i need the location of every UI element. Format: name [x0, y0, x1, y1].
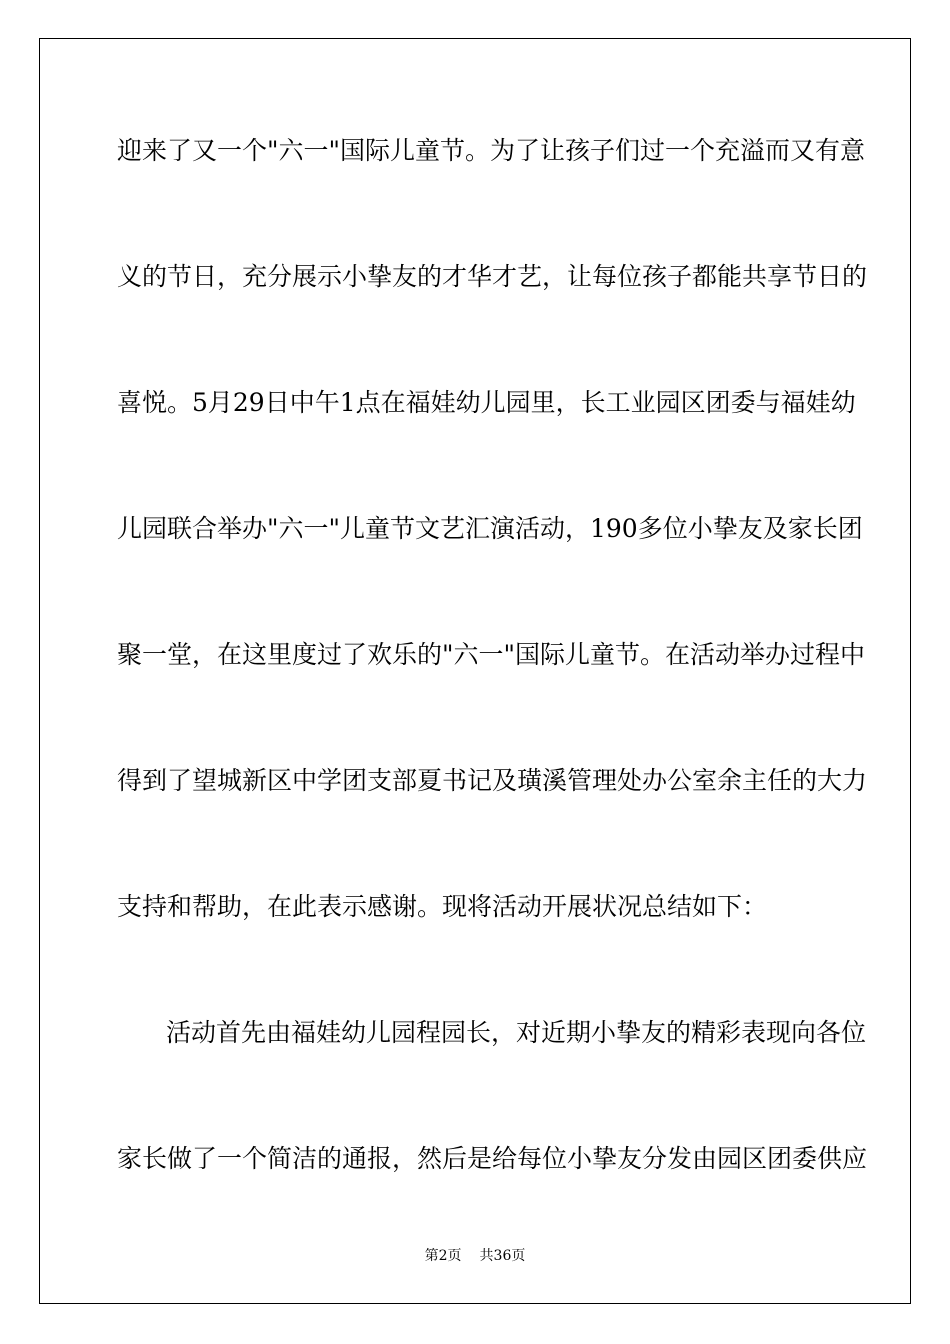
paragraph-line: 活动首先由福娃幼儿园程园长，对近期小挚友的精彩表现向各位 — [166, 1018, 867, 1047]
paragraph-line: 得到了望城新区中学团支部夏书记及璜溪管理处办公室余主任的大力 — [117, 766, 868, 795]
paragraph-line: 聚一堂，在这里度过了欢乐的"六一"国际儿童节。在活动举办过程中 — [117, 640, 866, 669]
paragraph-line: 儿园联合举办"六一"儿童节文艺汇演活动，190多位小挚友及家长团 — [117, 514, 863, 543]
paragraph-line: 支持和帮助，在此表示感谢。现将活动开展状况总结如下： — [117, 892, 768, 921]
page-number: 第2页 — [424, 1248, 462, 1264]
page-footer — [0, 1246, 950, 1266]
paragraph-line: 家长做了一个简洁的通报，然后是给每位小挚友分发由园区团委供应 — [117, 1144, 868, 1173]
document-body — [117, 118, 868, 1252]
paragraph-line: 喜悦。5月29日中午1点在福娃幼儿园里，长工业园区团委与福娃幼 — [117, 388, 856, 417]
page-total: 共36页 — [479, 1248, 526, 1264]
paragraph-line: 义的节日，充分展示小挚友的才华才艺，让每位孩子都能共享节日的 — [117, 262, 868, 291]
paragraph-line: 迎来了又一个"六一"国际儿童节。为了让孩子们过一个充溢而又有意 — [117, 136, 866, 165]
